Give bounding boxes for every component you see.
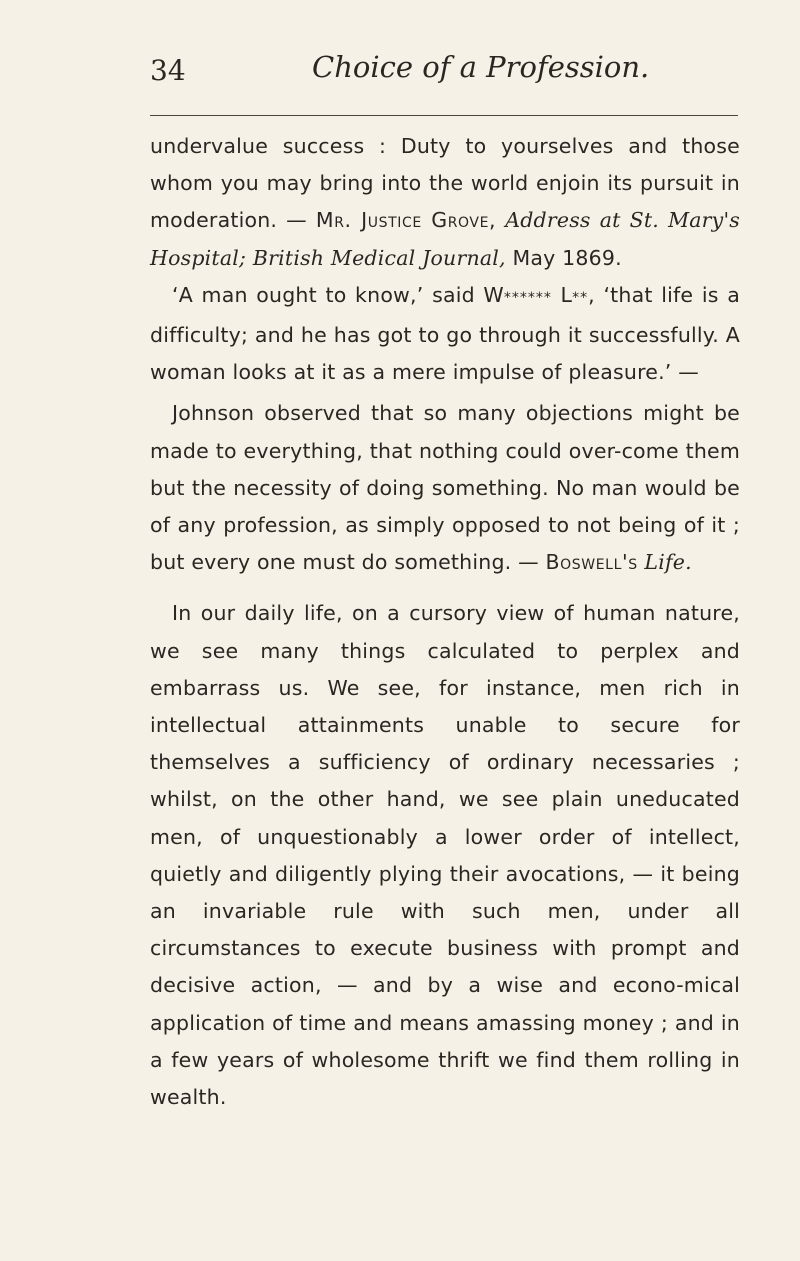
quote-anonymous-stars-1: ****** xyxy=(503,289,552,306)
quote-johnson-text: Johnson observed that so many objections might be made to everything, that nothing could over-come them but the necessity of doing something. No man would be of any profession, as simply opposed to not being of it ; but every one must do something. — xyxy=(150,401,740,575)
quote-grove-author: Mr. Justice Grove, xyxy=(315,208,497,233)
quote-anonymous-open: ‘A man ought to know,’ said W xyxy=(172,282,504,307)
quote-grove xyxy=(150,128,740,277)
running-title: Choice of a Profession. xyxy=(312,50,650,84)
quote-johnson-author: Boswell's xyxy=(545,550,638,575)
main-paragraph: In our daily life, on a cursory view of human nature, we see many things calculated to perplex and embarrass us. We see, for instance, men rich in intellectual attainments unable to secure for themselves a sufficiency of ordinary necessaries ; whilst, on the other hand, we see plain uneducated men, of unquestionably a lower order of intellect, quietly and diligently plying their avocations, — it being an invariable rule with such men, under all circumstances to execute business with prompt and decisive action, — and by a wise and econo-mical application of time and means amassing money ; and in a few years of wholesome thrift we find them rolling in wealth. xyxy=(150,601,740,1110)
quote-grove-text: undervalue success : Duty to yourselves and those whom you may bring into the world enjoin its pursuit in moderation. — xyxy=(150,134,740,233)
header-rule xyxy=(150,115,738,116)
quote-grove-source: Address at St. Mary's Hospital; British Medical Journal, xyxy=(150,208,741,270)
quote-johnson-work: Life. xyxy=(637,550,692,575)
quote-anonymous-rest: , ‘that life is a difficulty; and he has got to go through it successfully. A woman looks at it as a mere impulse of pleasure.’ — xyxy=(150,282,740,385)
page-header xyxy=(150,48,740,98)
quote-grove-date: May 1869. xyxy=(505,245,622,270)
body-text xyxy=(150,128,740,1116)
spacer xyxy=(150,581,740,595)
page-number: 34 xyxy=(150,54,186,87)
quote-anonymous-mid: L xyxy=(551,282,573,307)
quote-anonymous xyxy=(150,277,740,392)
quote-anonymous-stars-2: ** xyxy=(572,289,589,306)
quote-johnson xyxy=(150,395,740,581)
